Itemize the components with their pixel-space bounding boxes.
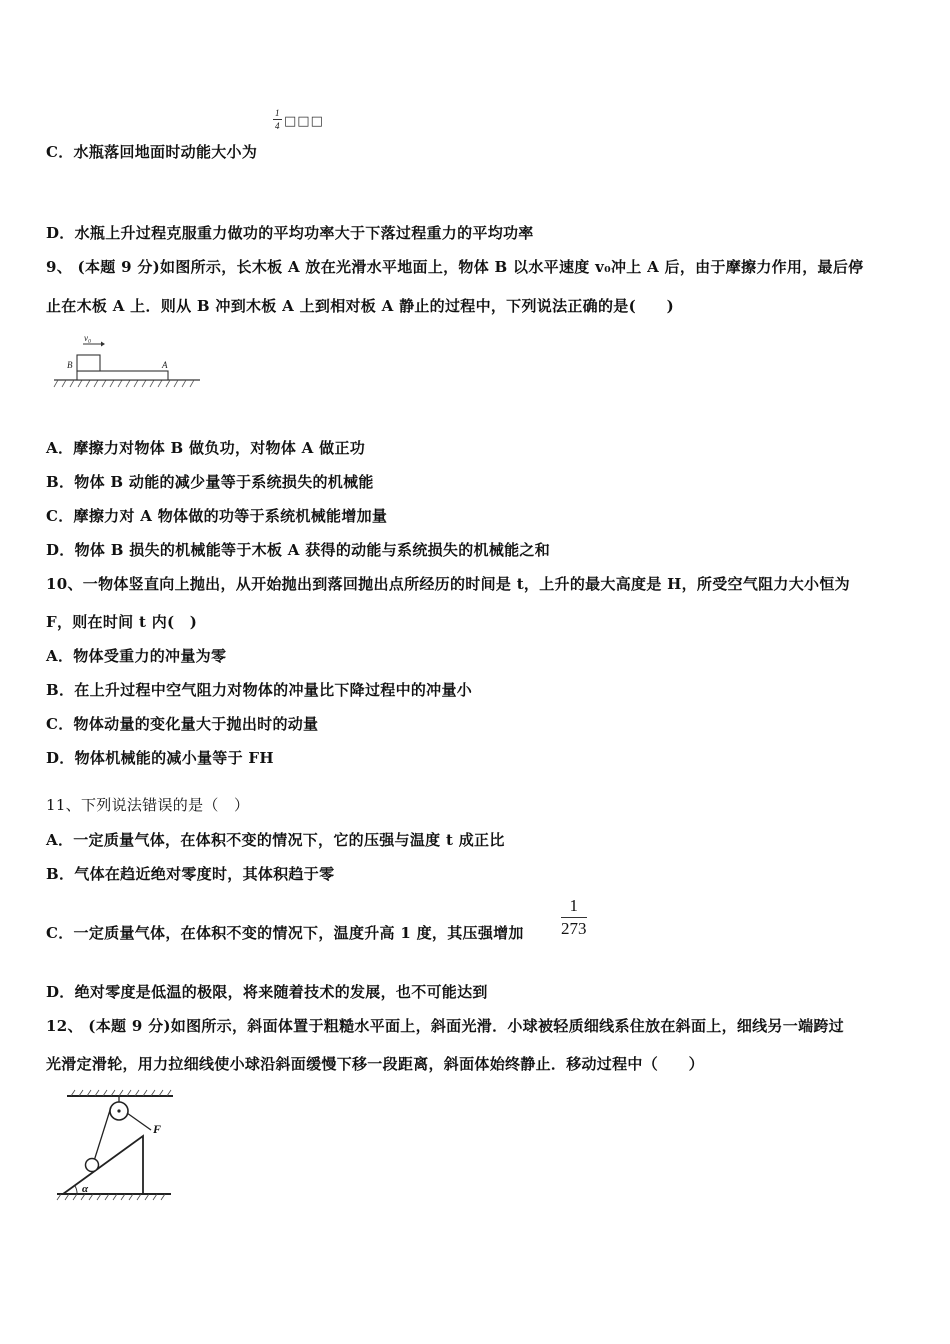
fraction-denominator: 273: [561, 919, 587, 938]
q8-option-d: D．水瓶上升过程克服重力做功的平均功率大于下落过程重力的平均功率: [46, 224, 534, 242]
q9-option-c: C．摩擦力对 A 物体做的功等于系统机械能增加量: [46, 507, 388, 525]
q9-option-a: A．摩擦力对物体 B 做负功，对物体 A 做正功: [46, 439, 366, 457]
q11-stem: 11、下列说法错误的是（ ）: [46, 796, 250, 814]
q11-option-d: D．绝对零度是低温的极限，将来随着技术的发展，也不可能达到: [46, 983, 488, 1001]
q9-option-b: B．物体 B 动能的减少量等于系统损失的机械能: [46, 473, 374, 491]
ground-hatch: [54, 380, 194, 387]
q8-option-c-fraction: [273, 108, 282, 131]
string-to-ball: [94, 1107, 111, 1161]
fraction-denominator: 4: [275, 121, 280, 131]
block-b: [77, 355, 100, 371]
q11-option-a: A．一定质量气体，在体积不变的情况下，它的压强与温度 t 成正比: [46, 831, 505, 849]
label-v0: v₀: [84, 333, 92, 343]
q10-option-c: C．物体动量的变化量大于抛出时的动量: [46, 715, 319, 733]
q12-stem-line1: 12、 (本题 9 分)如图所示，斜面体置于粗糙水平面上，斜面光滑．小球被轻质细线系住放在斜面上，细线另一端跨过: [46, 1017, 844, 1035]
q9-board-figure: [50, 330, 205, 392]
board-a: [77, 371, 168, 380]
q9-stem-line1: 9、 (本题 9 分)如图所示，长木板 A 放在光滑水平地面上，物体 B 以水平速度 v₀冲上 A 后，由于摩擦力作用，最后停: [46, 258, 864, 276]
ball: [86, 1159, 99, 1172]
q9-option-d: D．物体 B 损失的机械能等于木板 A 获得的动能与系统损失的机械能之和: [46, 541, 551, 559]
label-alpha: α: [82, 1183, 89, 1195]
q11-option-c: C．一定质量气体，在体积不变的情况下，温度升高 1 度，其压强增加: [46, 924, 524, 942]
q10-stem-line2: F，则在时间 t 内( ): [46, 613, 198, 631]
label-a: A: [162, 360, 168, 370]
q10-option-b: B．在上升过程中空气阻力对物体的冲量比下降过程中的冲量小: [46, 681, 473, 699]
q12-stem-line2: 光滑定滑轮，用力拉细线使小球沿斜面缓慢下移一段距离，斜面体始终静止．移动过程中（ ）: [46, 1055, 704, 1073]
q8-option-c: C．水瓶落回地面时动能大小为: [46, 143, 258, 161]
q11-option-b: B．气体在趋近绝对零度时，其体积趋于零: [46, 865, 335, 883]
q10-option-d: D．物体机械能的减小量等于 FH: [46, 749, 274, 767]
q8-option-c-garbled: □□□: [284, 114, 324, 129]
label-f: F: [153, 1122, 162, 1136]
pulley-axle: [117, 1109, 120, 1112]
string-pull: [127, 1113, 151, 1130]
velocity-arrowhead: [101, 342, 105, 347]
q10-option-a: A．物体受重力的冲量为零: [46, 647, 227, 665]
fraction-numerator: 1: [275, 108, 280, 118]
q12-incline-figure: [55, 1088, 180, 1208]
label-b: B: [67, 360, 73, 370]
incline-body: [63, 1136, 143, 1194]
q10-stem-line1: 10、一物体竖直向上抛出，从开始抛出到落回抛出点所经历的时间是 t，上升的最大高度是 H，所受空气阻力大小恒为: [46, 575, 850, 593]
q9-stem-line2: 止在木板 A 上．则从 B 冲到木板 A 上到相对板 A 静止的过程中，下列说法正确的是( ): [46, 297, 674, 315]
fraction-numerator: 1: [561, 896, 587, 918]
q11-option-c-fraction: [561, 896, 587, 939]
